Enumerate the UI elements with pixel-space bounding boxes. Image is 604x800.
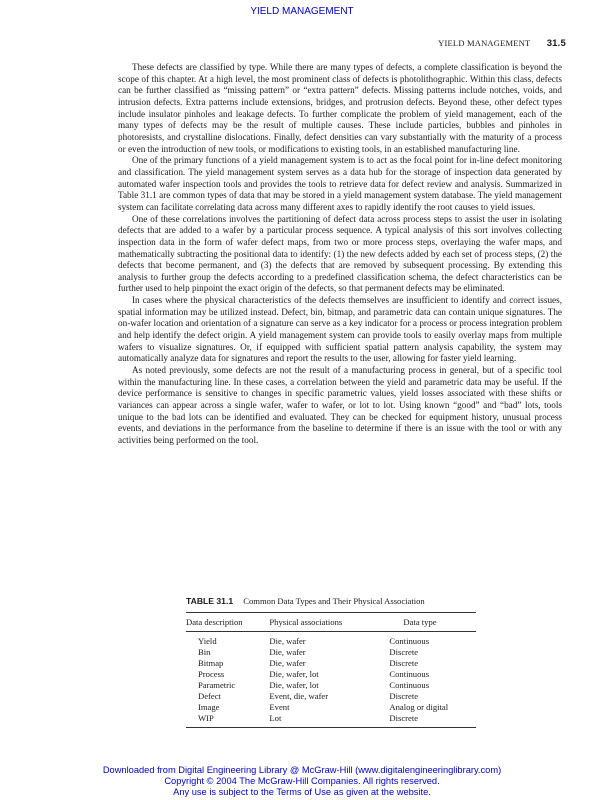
table-caption (186, 596, 476, 606)
cell-type: Discrete (389, 647, 419, 657)
table-row (186, 680, 476, 691)
cell-association: Die, wafer (269, 658, 306, 668)
running-head-title: YIELD MANAGEMENT (438, 38, 531, 48)
paragraph: One of these correlations involves the partitioning of defect data across process steps to assist the user in isolating defects that are added to a wafer by a particular process sequence. A typical analysis of this sort involves collecting inspection data in the form of wafer defect maps, from two or more process steps, overlaying the wafer maps, and mathematically subtracting the positional data to identify: (1) the new defects added by each set of process steps, (2) the defects that become permanent, and (3) the defects that are removed by subsequent processing. By extending this analysis to further group the defects according to a predefined classification schema, the defect characteristics can be further used to help pinpoint the exact origin of the defects, so that permanent defects may be eliminated. (118, 213, 562, 294)
header-data-type: Data type (389, 613, 476, 632)
cell-description: Yield (198, 636, 217, 646)
cell-association: Die, wafer (269, 636, 306, 646)
running-head (438, 38, 566, 49)
cell-association: Event, die, wafer (269, 691, 329, 701)
cell-association: Lot (269, 713, 389, 728)
table-row (186, 647, 476, 658)
table-caption-text: Common Data Types and Their Physical Association (243, 596, 425, 606)
table-31-1 (186, 596, 476, 728)
cell-description: Defect (198, 691, 221, 701)
paragraph: As noted previously, some defects are not the result of a manufacturing process in general, but of a specific tool within the manufacturing line. In these cases, a correlation between the yield and parametric data may be useful. If the device performance is sensitive to changes in specific parametric values, yield losses associated with these shifts or variances can appear across a single wafer, wafer to wafer, or lot to lot. Using known “good” and “bad” lots, tools unique to the bad lots can be identified and evaluated. They can be checked for equipment history, unusual process events, and deviations in the performance from the baseline to determine if there is an issue with the tool or with any activities being performed on the tool. (118, 365, 562, 445)
cell-type: Discrete (389, 713, 476, 728)
cell-type: Discrete (389, 658, 419, 668)
body-text (118, 62, 562, 447)
cell-description: Process (198, 669, 225, 679)
cell-description: Parametric (198, 680, 236, 690)
cell-type: Continuous (389, 636, 430, 646)
cell-description: Bitmap (198, 658, 224, 668)
cell-association: Die, wafer, lot (269, 669, 319, 679)
table-row (186, 669, 476, 680)
cell-type: Analog or digital (389, 702, 449, 712)
header-physical-associations: Physical associations (269, 613, 389, 632)
footer-copyright: Copyright © 2004 The McGraw-Hill Companies. All rights reserved. (164, 776, 440, 786)
cell-type: Continuous (389, 669, 430, 679)
data-types-table (186, 612, 476, 728)
cell-type: Continuous (389, 680, 430, 690)
paragraph: One of the primary functions of a yield management system is to act as the focal point for in-line defect monitoring and classification. The yield management system serves as a data hub for the storage of inspection data generated by automated wafer inspection tools and provides the tools to retrieve data for defect review and analysis. Summarized in Table 31.1 are common types of data that may be stored in a yield management system database. The yield management system can facilitate correlating data across many different axes to rapidly identify the root causes to yield issues. (118, 155, 562, 212)
download-footer (0, 765, 604, 798)
cell-type: Discrete (389, 691, 419, 701)
table-row (186, 632, 476, 648)
page-number: 31.5 (546, 38, 566, 49)
table-header-row (186, 613, 476, 632)
table-row (186, 713, 476, 728)
cell-association: Die, wafer (269, 647, 306, 657)
table-number: TABLE 31.1 (186, 596, 234, 606)
cell-description: WIP (186, 713, 269, 728)
paragraph: In cases where the physical characteristics of the defects themselves are insufficient to identify and correct issues, spatial information may be utilized instead. Defect, bin, bitmap, and parametric data can contain unique signatures. The on-wafer location and orientation of a signature can serve as a key indicator for a process or process integration problem and help identify the defect origin. A yield management system can provide tools to easily overlay maps from multiple wafers to visualize signatures. Or, if equipped with sufficient spatial pattern analysis capability, the system may automatically analyze data for signatures and report the results to the user, allowing for faster yield learning. (118, 295, 562, 364)
header-data-description: Data description (186, 613, 269, 632)
top-banner: YIELD MANAGEMENT (250, 6, 354, 17)
table-row (186, 658, 476, 669)
table-row (186, 702, 476, 713)
paragraph: These defects are classified by type. While there are many types of defects, a complete classification is beyond the scope of this chapter. At a high level, the most prominent class of defects is photolithographic. Within this class, defects can be further classified as “missing pattern” or “extra pattern” defects. Missing patterns include notches, voids, and intrusion defects. Extra patterns include extensions, bridges, and protrusion defects. Beyond these, other defect types include insulator pinholes and leakage defects. To further complicate the problem of yield management, each of the many types of defects may be the result of multiple causes. These include particles, bubbles and pinholes in photoresists, and crystalline dislocations. Finally, defect densities can vary substantially with the maturity of a process or even the introduction of new tools, or modifications to existing tools, in an established manufacturing line. (118, 62, 562, 154)
cell-association: Event (269, 702, 290, 712)
footer-terms-link[interactable]: Any use is subject to the Terms of Use as given at the website. (173, 787, 431, 797)
cell-description: Image (198, 702, 220, 712)
cell-association: Die, wafer, lot (269, 680, 319, 690)
table-row (186, 691, 476, 702)
footer-download-link[interactable]: Downloaded from Digital Engineering Library @ McGraw-Hill (www.digitalengineeringlibrary.com) (102, 765, 502, 775)
cell-description: Bin (198, 647, 211, 657)
